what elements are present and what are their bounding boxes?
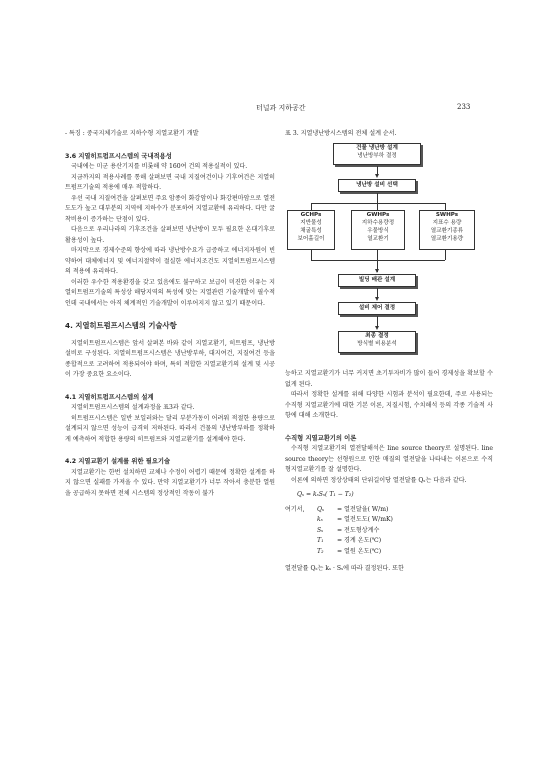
- page-number: 233: [457, 103, 471, 111]
- def-symbol: Qₛ: [317, 505, 325, 513]
- bullet-feature: - 특징 : 중국지체기술로 지하수형 지열교환기 개발: [65, 130, 199, 137]
- def-desc: = 열전도도( W/mK): [337, 516, 393, 523]
- section-4-1-title: 4.1 지열히트펌프시스템의 설계: [65, 393, 154, 401]
- flowchart-caption: 표 3. 지열냉난방시스템의 전체 설계 순서.: [285, 130, 397, 137]
- step-final-decision: [338, 331, 416, 353]
- step-piping-design: 빌딩 배관 설계: [338, 274, 416, 287]
- paragraph: 이론에 의하면 정상상태의 단위길이당 열전달률 Qₛ는 다음과 같다.: [291, 476, 467, 484]
- gwhp-item: 열교환기: [367, 236, 389, 242]
- swhp-item: 열교환기용량: [430, 236, 464, 242]
- section-4-2-title: 4.2 지열교환기 설계를 위한 필요기술: [65, 458, 171, 465]
- def-desc: = 전도형상계수: [337, 526, 380, 534]
- swhp-item: 지표수 용량: [432, 220, 462, 226]
- swhp-title: SWHPs: [435, 212, 459, 218]
- where-label: 여기서,: [285, 505, 305, 513]
- paragraph: 지열히트펌프시스템은 앞서 살펴본 바와 같이 지열교환기, 히트펌프, 냉난방 설비로 구성된다. 지열히트펌프시스템은 냉난방부하, 대지여건, 지질여건 등을 종합적으로 고려하여 적용되어야 하며, 특히 적합한 지열교환기의 설계 및 시공이 가장 중요한 요소이다.: [65, 339, 275, 378]
- section-3-6-title: 3.6 지열히트펌프시스템의 국내적용성: [65, 152, 172, 160]
- swhp-box: [419, 210, 475, 250]
- gwhp-box: [351, 210, 405, 250]
- gchp-box: [287, 210, 335, 250]
- step-building-design: [333, 143, 421, 165]
- gwhp-item: 지하수용량정: [361, 220, 395, 226]
- def-symbol: T₁: [317, 537, 324, 544]
- step-label: 건물 냉난방 설계: [356, 145, 398, 151]
- paragraph: 지열교환기는 한번 설치하면 교체나 수정이 어렵기 때문에 정확한 설계를 하지 않으면 실패를 가져올 수 있다. 만약 지열교환기가 너무 작아서 충분한 열원을 공급하지 못하면 전체 시스템의 정상적인 작동이 불가: [65, 468, 275, 497]
- paragraph: 우선 국내 지질여건을 살펴보면 주요 암종이 화강암이나 화강편마암으로 열전도도가 높고 대부분의 지역에 지하수가 분포하여 지열교환에 유리하다. 다만 굴착비용이 증가하는 단점이 있다.: [65, 194, 275, 223]
- step-equipment-select: 냉난방 설비 선택: [338, 179, 416, 192]
- def-desc: = 경계 온도(℃): [337, 537, 382, 544]
- step-label: 냉난방부하 결정: [357, 153, 397, 159]
- def-symbol: T₂: [317, 547, 324, 555]
- paragraph: 이러한 우수한 적용환경을 갖고 있음에도 불구하고 보급이 미진한 이유는 지열히트펌프기술의 특성상 해당지역의 특성에 맞는 지열관련 기술개발이 필수적인데 국내에서는 아직 체계적인 기술개발이 이루어지지 않고 있기 때문이다.: [65, 278, 275, 307]
- paragraph: 능하고 지열교환기가 너무 커지면 초기투자비가 많이 들어 경제성을 확보할 수 없게 된다.: [285, 370, 493, 388]
- def-symbol: kₛ: [317, 516, 323, 523]
- gwhp-title: GWHPs: [366, 212, 390, 218]
- paragraph: 국내에는 미군 용산기지를 비롯해 약 160여 건의 적용실적이 있다.: [71, 163, 248, 170]
- paragraph: 지열히트펌프시스템의 설계과정을 표3과 같다.: [71, 404, 195, 411]
- gchp-title: GCHPs: [300, 212, 322, 218]
- paragraph: 수직형 지열교환기의 열전달해석은 line source theory로 설명된다. line source theory는 선형원으로 인한 매질의 열전달을 나타내는 이론으로 수직형지열교환기를 잘 설명한다.: [285, 445, 493, 473]
- gchp-item: 채굴특성: [300, 228, 322, 234]
- paragraph: 따라서 정확한 설계를 위해 다양한 시험과 분석이 필요한데, 주로 사용되는 수직형 지열교환기에 대한 기본 이론, 지질시험, 수치해석 등의 각종 기술적 사항에 대해 소개한다.: [285, 391, 493, 419]
- running-title: 터널과 지하공간: [256, 104, 306, 112]
- def-desc: = 열전달율( W/m): [337, 505, 389, 513]
- gchp-item: 지반물성: [300, 220, 322, 226]
- paragraph: 히트펌프시스템은 일반 보일러와는 달리 부분가동이 어려워 적절한 용량으로 설계되지 않으면 성능이 급격히 저하된다. 따라서 건물의 냉난방부하를 정확하게 예측하여 적합한 용량의 히트펌프와 지열교환기를 설계해야 한다.: [65, 414, 275, 443]
- step-label: 방식별 비용분석: [357, 341, 397, 347]
- subsection-title: 수직형 지열교환기의 이론: [285, 434, 357, 442]
- right-column: [285, 129, 493, 575]
- heat-transfer-equation: Qₛ = kₛSₛ( T₁ − T₂): [297, 491, 354, 498]
- paragraph: 마지막으로 경제수준의 향상에 따라 냉난방수요가 급증하고 에너지자원이 빈약하여 대체에너지 및 에너지절약이 절실한 에너지조건도 지열히트펌프시스템의 적용에 유리하다.: [65, 247, 275, 275]
- step-control-decision: 설비 제어 결정: [338, 302, 416, 315]
- swhp-item: 열교환기종류: [430, 228, 464, 234]
- paragraph: 지금까지의 적용사례를 통해 살펴보면 국내 지질여건이나 기후여건은 지열히트펌프기술의 적용에 매우 적합하다.: [65, 173, 275, 191]
- gchp-item: 보어홀길이: [297, 236, 325, 242]
- paragraph: 열전달률 Qₛ는 kₛ · Sₛ에 따라 결정된다. 또한: [285, 565, 404, 572]
- section-4-title: 4. 지열히트펌프시스템의 기술사항: [65, 321, 177, 330]
- design-flowchart: [285, 129, 493, 369]
- variable-definitions: [285, 505, 493, 558]
- left-column: [65, 129, 275, 499]
- gwhp-item: 우물방식: [367, 228, 389, 234]
- def-desc: = 열원 온도(℃): [337, 547, 382, 555]
- def-symbol: Sₛ: [317, 526, 324, 534]
- paragraph: 다음으로 우리나라의 기후조건을 살펴보면 냉난방이 모두 필요한 온대기후로 활용성이 높다.: [65, 226, 275, 244]
- step-label: 최종 결정: [365, 333, 389, 339]
